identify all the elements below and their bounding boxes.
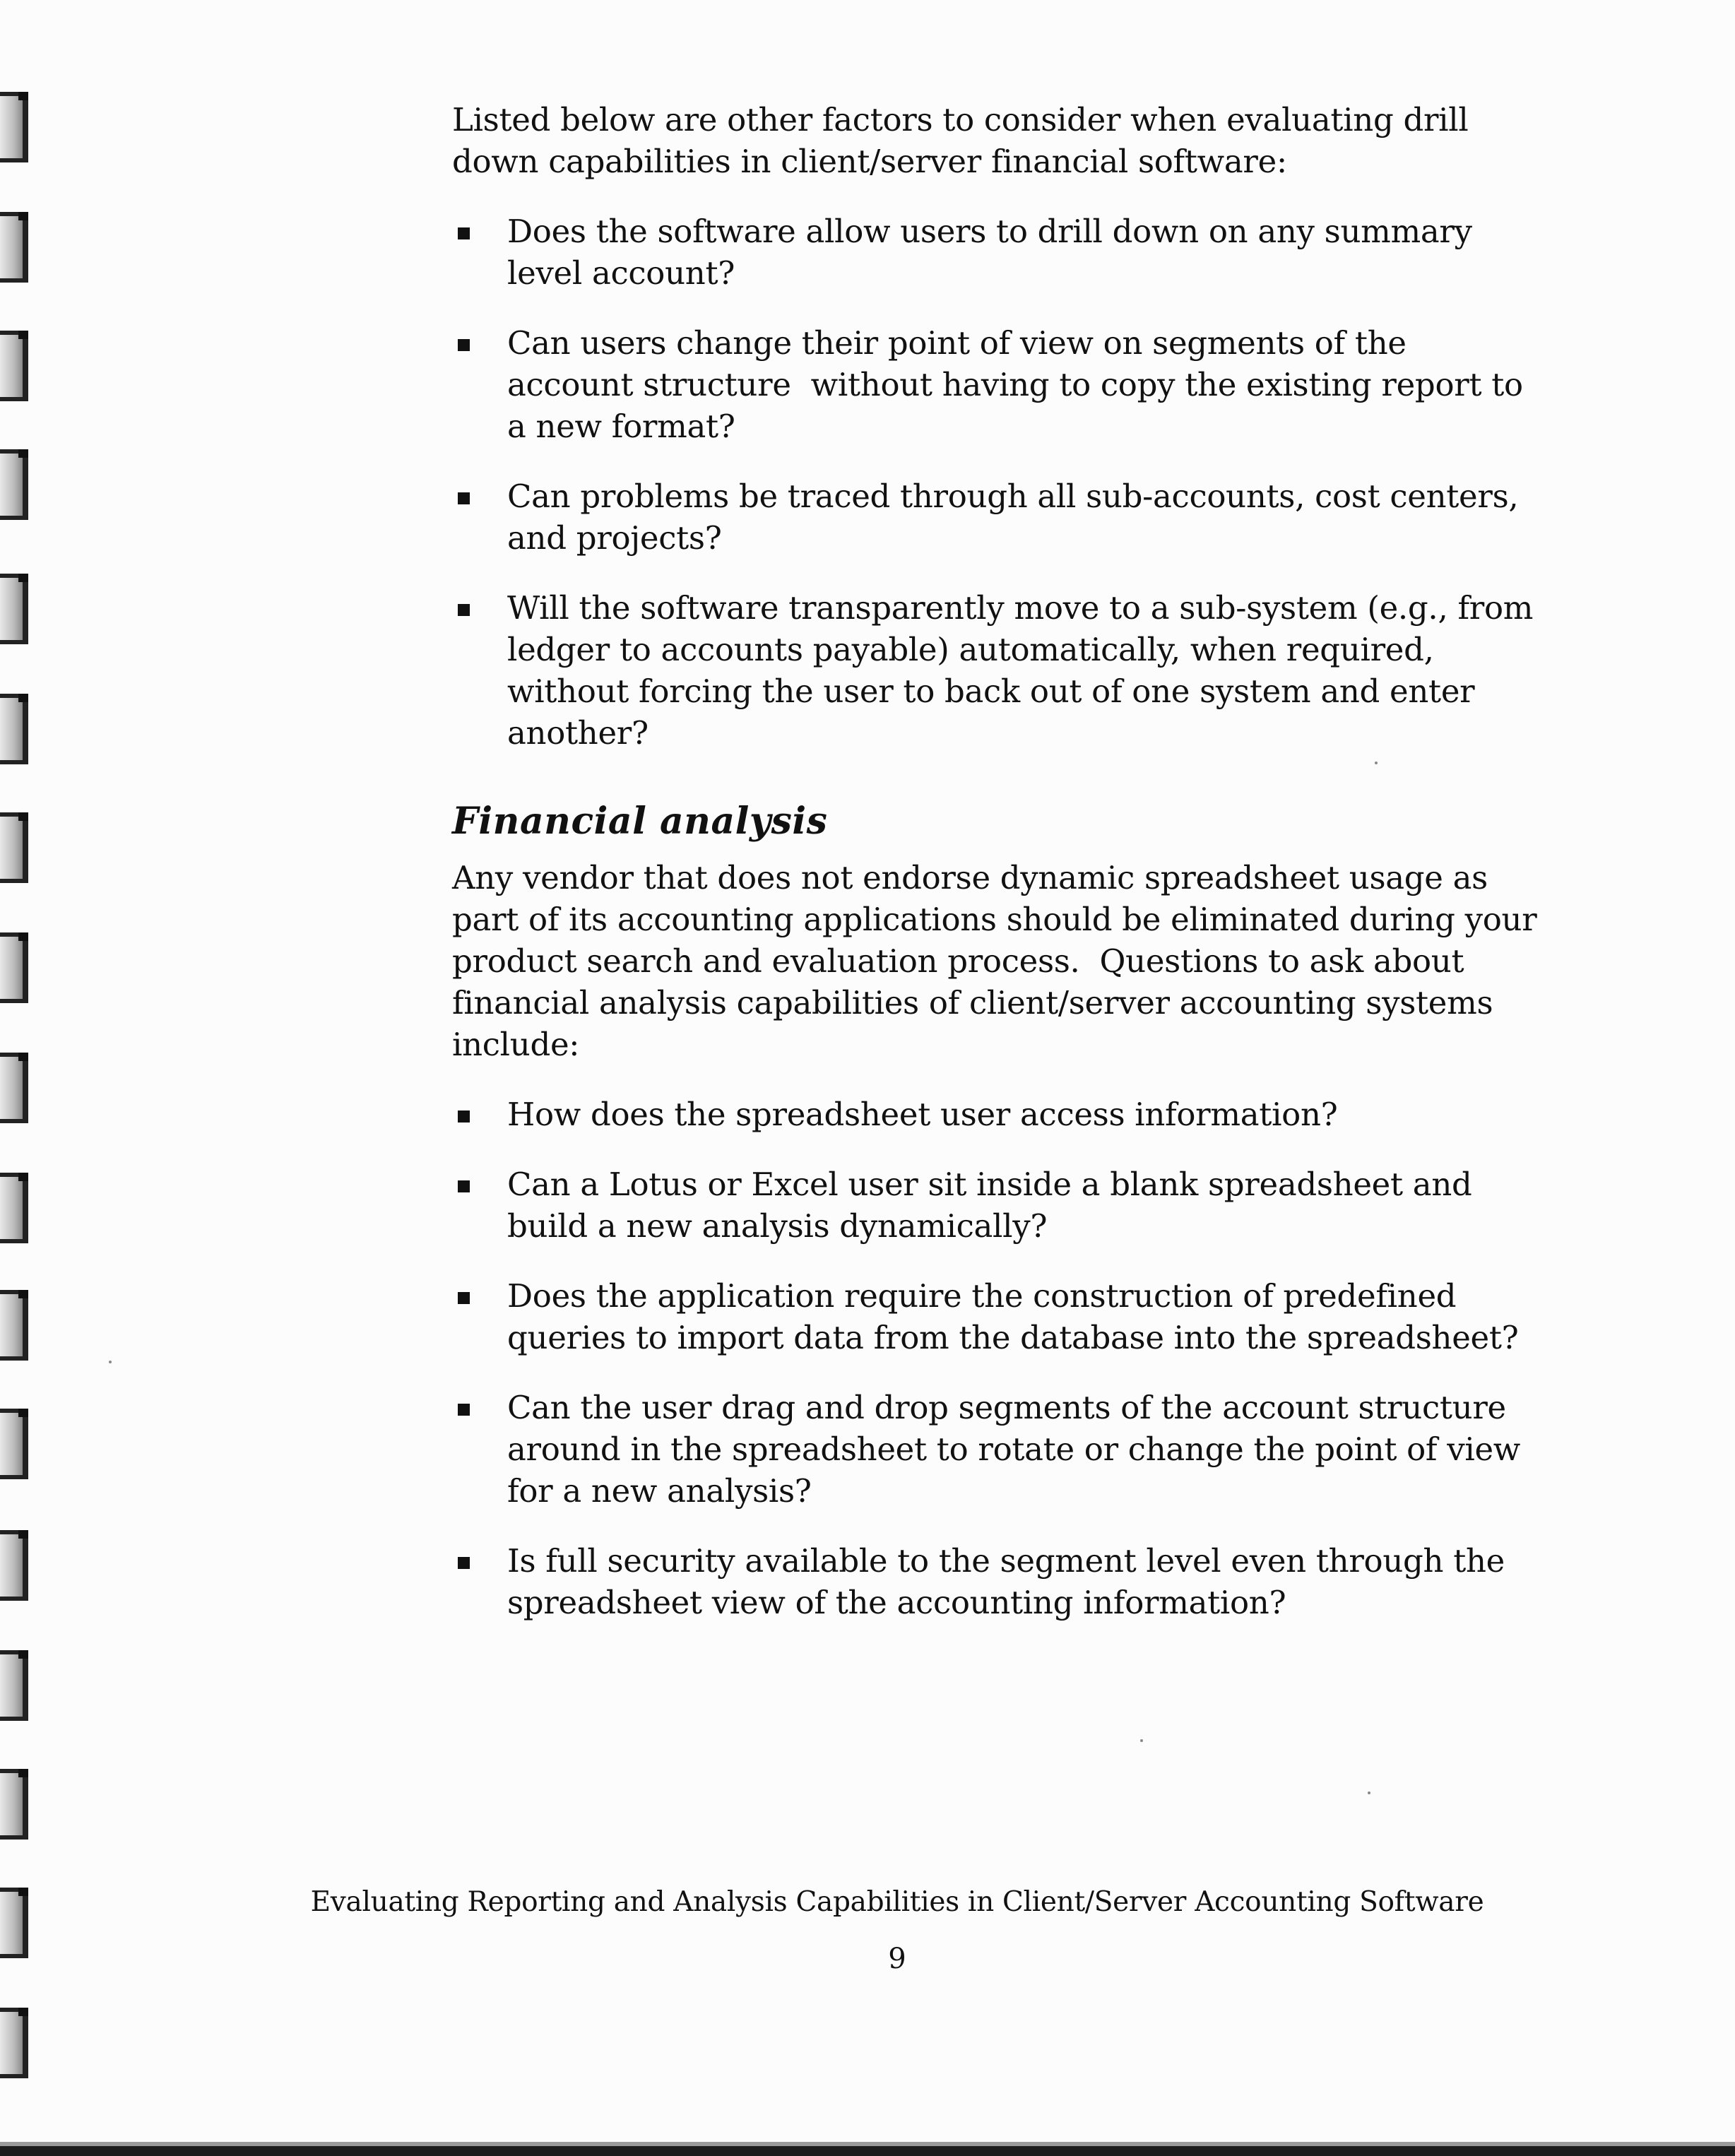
list-item bbox=[452, 322, 1540, 447]
scan-speck bbox=[1140, 1739, 1143, 1742]
main-content bbox=[452, 99, 1547, 1652]
list-item-text: Is full security available to the segment level even through the spreadsheet view of the accounting information? bbox=[507, 1542, 1505, 1621]
bullet-square-icon bbox=[458, 1404, 470, 1416]
bullet-square-icon bbox=[458, 1292, 470, 1304]
page-number: 9 bbox=[888, 1943, 906, 1975]
page-bottom-edge bbox=[0, 2146, 1735, 2156]
list-item bbox=[452, 1094, 1540, 1135]
binding-ring bbox=[0, 1409, 28, 1479]
section-paragraph: Any vendor that does not endorse dynamic spreadsheet usage as part of its accounting applications should be eliminated during your product search and evaluation process. Questions to ask about financial analysis capabilities of client/server accounting systems include: bbox=[452, 859, 1547, 1063]
list-item-text: Does the software allow users to drill down on any summary level account? bbox=[507, 213, 1472, 292]
bullet-square-icon bbox=[458, 339, 470, 351]
footer-title: Evaluating Reporting and Analysis Capabilities in Client/Server Accounting Software bbox=[310, 1886, 1484, 1918]
binding-ring bbox=[0, 932, 28, 1003]
spiral-binding bbox=[0, 0, 34, 2156]
drill-down-question-list bbox=[452, 211, 1540, 754]
binding-ring bbox=[0, 694, 28, 764]
list-item-text: Can the user drag and drop segments of the account structure around in the spreadsheet to rotate or change the point of view for a new analysis? bbox=[507, 1389, 1521, 1510]
scan-speck bbox=[1375, 762, 1378, 764]
binding-ring bbox=[0, 812, 28, 883]
list-item-text: Can users change their point of view on segments of the account structure without having to copy the existing report to a new format? bbox=[507, 324, 1533, 445]
binding-ring bbox=[0, 2008, 28, 2078]
scan-speck bbox=[109, 1361, 112, 1363]
section-heading: Financial analysis bbox=[452, 800, 828, 843]
bullet-square-icon bbox=[458, 227, 470, 239]
list-item-text: Does the application require the construction of predefined queries to import data from the database into the spreadsheet? bbox=[507, 1277, 1519, 1356]
list-item bbox=[452, 1275, 1540, 1358]
binding-ring bbox=[0, 449, 28, 520]
binding-ring bbox=[0, 212, 28, 283]
binding-ring bbox=[0, 92, 28, 162]
analysis-question-list bbox=[452, 1094, 1540, 1623]
intro-paragraph: Listed below are other factors to consider when evaluating drill down capabilities in client/server financial software: bbox=[452, 101, 1469, 180]
list-item bbox=[452, 1163, 1540, 1247]
list-item-text: Can problems be traced through all sub-accounts, cost centers, and projects? bbox=[507, 478, 1519, 557]
scan-speck bbox=[1368, 1791, 1370, 1794]
list-item-text: Can a Lotus or Excel user sit inside a blank spreadsheet and build a new analysis dynamically? bbox=[507, 1166, 1472, 1245]
list-item bbox=[452, 1540, 1540, 1623]
binding-ring bbox=[0, 1290, 28, 1361]
bullet-square-icon bbox=[458, 1557, 470, 1569]
list-item bbox=[452, 475, 1540, 559]
list-item-text: How does the spreadsheet user access information? bbox=[507, 1096, 1338, 1133]
bullet-square-icon bbox=[458, 492, 470, 504]
binding-ring bbox=[0, 1769, 28, 1840]
binding-ring bbox=[0, 1053, 28, 1123]
binding-ring bbox=[0, 1650, 28, 1721]
binding-ring bbox=[0, 1173, 28, 1243]
list-item bbox=[452, 211, 1540, 294]
list-item-text: Will the software transparently move to a sub-system (e.g., from ledger to accounts payable) automatically, when required, without forcing the user to back out of one system and enter another? bbox=[507, 589, 1534, 752]
list-item bbox=[452, 1387, 1540, 1512]
bullet-square-icon bbox=[458, 1110, 470, 1123]
binding-ring bbox=[0, 574, 28, 644]
bullet-square-icon bbox=[458, 1180, 470, 1192]
binding-ring bbox=[0, 331, 28, 401]
bullet-square-icon bbox=[458, 604, 470, 616]
list-item bbox=[452, 587, 1540, 754]
binding-ring bbox=[0, 1530, 28, 1601]
